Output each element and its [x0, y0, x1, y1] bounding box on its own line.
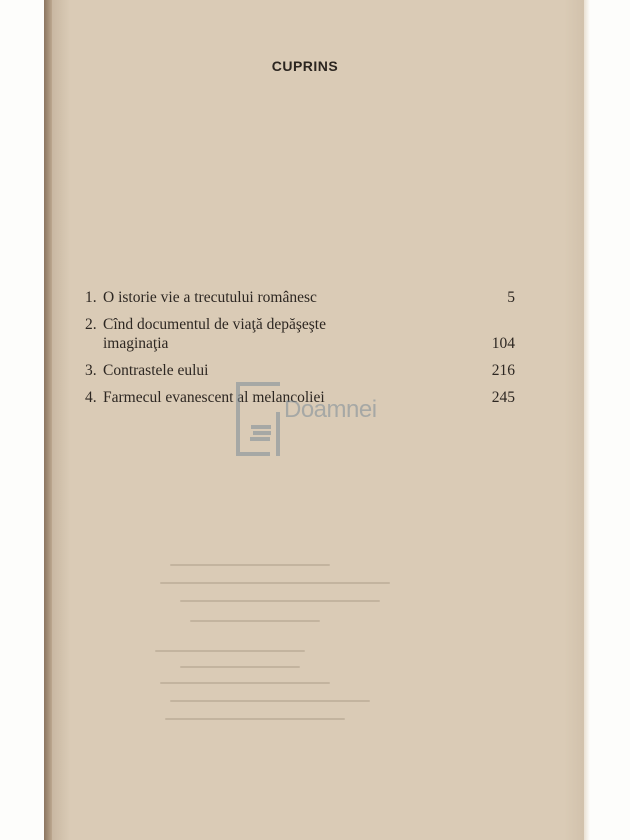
bleedthrough-line: [170, 700, 370, 702]
bleedthrough-line: [160, 682, 330, 684]
watermark-text: Doamnei: [284, 396, 377, 423]
toc-entry: [85, 315, 515, 353]
bleedthrough-line: [180, 666, 300, 668]
bleedthrough-line: [190, 620, 320, 622]
watermark-logo: [236, 382, 394, 458]
bleedthrough-line: [155, 650, 305, 652]
bleedthrough-line: [170, 564, 330, 566]
toc-entry-page: 5: [507, 289, 515, 306]
page-edge: [584, 0, 590, 840]
toc-entry: [85, 361, 515, 380]
toc-entry-title: Cînd documentul de viaţă depăşeşte: [103, 316, 326, 333]
page-title: CUPRINS: [271, 58, 339, 74]
toc-entry-title-continued: imaginaţia: [103, 335, 169, 352]
toc-entry-title: O istorie vie a trecutului românesc: [103, 289, 317, 306]
toc-entry-title: Farmecul evanescent al melancoliei: [103, 389, 325, 406]
toc-entry-number: 2.: [85, 316, 97, 333]
toc-entry-page: 245: [491, 389, 515, 406]
toc-entry-title: Contrastele eului: [103, 362, 209, 379]
toc-entry-number: 1.: [85, 289, 97, 306]
toc-entry: [85, 288, 515, 307]
book-stack-icon: [250, 424, 272, 447]
toc-entry-page: 216: [491, 362, 515, 379]
toc-entry-number: 3.: [85, 362, 97, 379]
faint-colophon-bleedthrough: [150, 560, 440, 740]
watermark-frame-right: [276, 412, 280, 456]
toc-entry-page: 104: [491, 335, 515, 352]
bleedthrough-line: [165, 718, 345, 720]
bleedthrough-line: [180, 600, 380, 602]
watermark-frame-bottom: [236, 452, 270, 456]
toc-entry-number: 4.: [85, 389, 97, 406]
bleedthrough-line: [160, 582, 390, 584]
